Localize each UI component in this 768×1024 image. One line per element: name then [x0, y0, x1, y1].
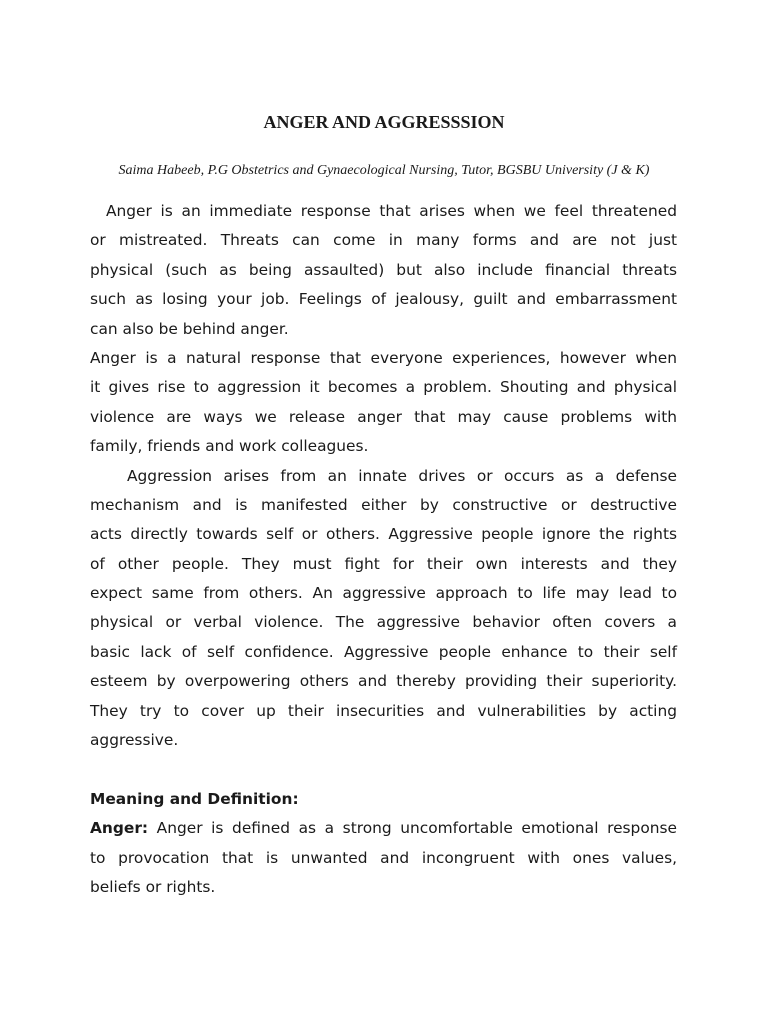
text-line: of other people. They must fight for their own interests and they — [90, 554, 677, 573]
text-line: physical or verbal violence. The aggressive behavior often covers a — [90, 613, 677, 632]
text-line: expect same from others. An aggressive approach to life may lead to — [90, 584, 677, 603]
text-line: to provocation that is unwanted and incongruent with ones values, — [90, 848, 677, 867]
author-line: Saima Habeeb, P.G Obstetrics and Gynaecological Nursing, Tutor, BGSBU University (J & K) — [118, 163, 650, 178]
spacer — [90, 755, 677, 784]
text-line: beliefs or rights. — [90, 877, 216, 896]
section-heading: Meaning and Definition: — [90, 789, 299, 808]
text-line: Anger is a natural response that everyone experiences, however when — [90, 348, 677, 367]
text-line: basic lack of self confidence. Aggressive people enhance to their self — [90, 642, 677, 661]
text-line: can also be behind anger. — [90, 319, 289, 338]
paragraph — [90, 462, 677, 756]
text-line: They try to cover up their insecurities and vulnerabilities by acting — [90, 701, 677, 720]
document-title: ANGER AND AGGRESSSION — [263, 112, 505, 132]
text-line: Anger is an immediate response that arises when we feel threatened — [106, 202, 677, 220]
text-line: violence are ways we release anger that may cause problems with — [90, 407, 677, 426]
text-line: or mistreated. Threats can come in many forms and are not just — [90, 231, 677, 250]
definition-paragraph — [90, 814, 677, 902]
text-line: acts directly towards self or others. Aggressive people ignore the rights — [90, 525, 677, 544]
text-line: family, friends and work colleagues. — [90, 437, 369, 456]
definition-term: Anger: — [90, 819, 149, 838]
text-line: esteem by overpowering others and thereby providing their superiority. — [90, 672, 677, 691]
paragraph — [90, 197, 677, 344]
text-line: Aggression arises from an innate drives or occurs as a defense — [127, 466, 677, 485]
text-line: mechanism and is manifested either by constructive or destructive — [90, 495, 677, 514]
text-line: such as losing your job. Feelings of jealousy, guilt and embarrassment — [90, 290, 677, 309]
text-line: it gives rise to aggression it becomes a problem. Shouting and physical — [90, 378, 677, 397]
document-body — [90, 197, 677, 902]
definition-text: Anger is defined as a strong uncomfortable emotional response — [148, 819, 677, 838]
text-line: aggressive. — [90, 731, 179, 750]
text-line: physical (such as being assaulted) but also include financial threats — [90, 260, 677, 279]
text-line — [90, 814, 677, 843]
paragraph — [90, 344, 677, 462]
